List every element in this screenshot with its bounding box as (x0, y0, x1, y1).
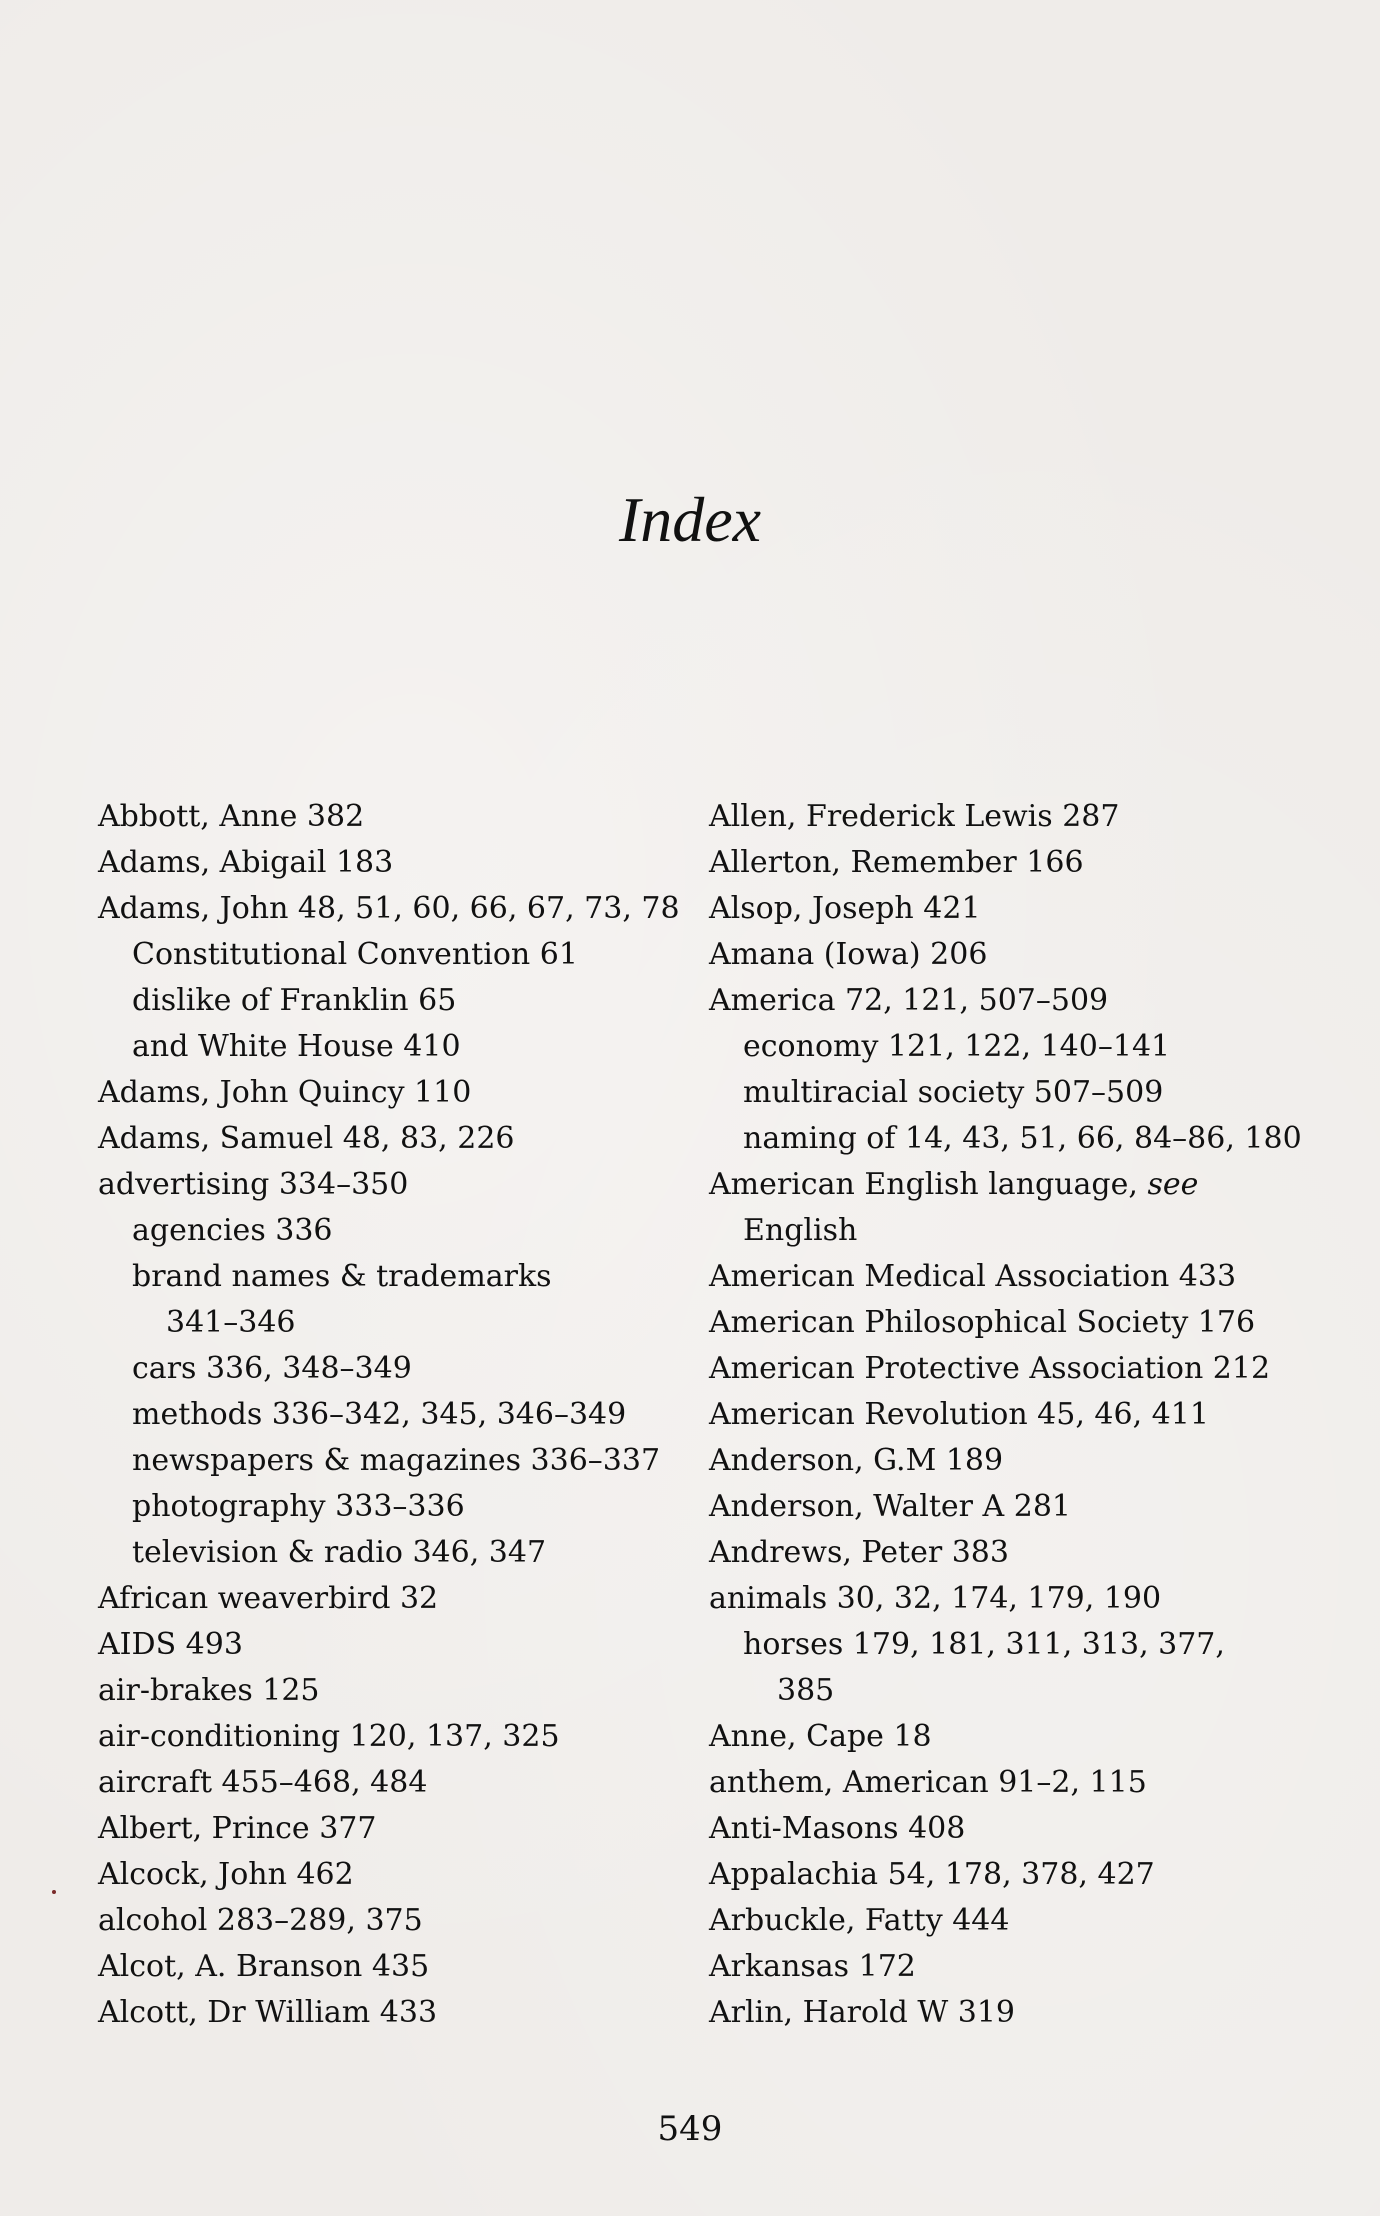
index-entry-text: economy 121, 122, 140–141 (743, 1029, 1171, 1064)
index-entry (709, 1898, 1329, 1944)
index-entry-text: English (743, 1213, 858, 1248)
index-entry (98, 1760, 718, 1806)
index-entry-text: alcohol 283–289, 375 (98, 1903, 423, 1938)
index-entry-text: Adams, John Quincy 110 (98, 1075, 472, 1110)
index-entry (709, 1346, 1329, 1392)
index-entry-text: Abbott, Anne 382 (98, 799, 365, 834)
index-subentry (98, 932, 718, 978)
index-entry (98, 1806, 718, 1852)
index-entry-text: and White House 410 (132, 1029, 461, 1064)
index-entry (709, 1806, 1329, 1852)
index-subentry (98, 1484, 718, 1530)
index-entry (98, 1116, 718, 1162)
index-subentry (98, 1438, 718, 1484)
index-entry-text: advertising 334–350 (98, 1167, 409, 1202)
index-subentry (709, 1024, 1329, 1070)
index-subentry (98, 1254, 718, 1300)
index-subentry (98, 1346, 718, 1392)
index-entry-text: aircraft 455–468, 484 (98, 1765, 428, 1800)
index-entry (709, 1484, 1329, 1530)
index-entry (709, 1852, 1329, 1898)
index-entry (709, 1300, 1329, 1346)
index-entry-text: naming of 14, 43, 51, 66, 84–86, 180 (743, 1121, 1302, 1156)
index-entry (98, 1852, 718, 1898)
index-subentry (98, 1208, 718, 1254)
index-entry-text: Adams, Abigail 183 (98, 845, 394, 880)
index-entry-text: Anti-Masons 408 (709, 1811, 966, 1846)
index-entry-text: anthem, American 91–2, 115 (709, 1765, 1147, 1800)
index-entry (98, 886, 718, 932)
index-entry-text: animals 30, 32, 174, 179, 190 (709, 1581, 1162, 1616)
index-entry-text: Adams, Samuel 48, 83, 226 (98, 1121, 515, 1156)
index-entry-text: American Medical Association 433 (709, 1259, 1237, 1294)
index-entry-text: Arlin, Harold W 319 (709, 1995, 1016, 2030)
index-entry (709, 932, 1329, 978)
index-entry-text: agencies 336 (132, 1213, 333, 1248)
index-entry (709, 1254, 1329, 1300)
index-entry-text: African weaverbird 32 (98, 1581, 439, 1616)
index-entry-text: cars 336, 348–349 (132, 1351, 412, 1386)
page-number: 549 (657, 2109, 723, 2149)
index-entry-text: Andrews, Peter 383 (709, 1535, 1009, 1570)
index-entry-text: American Revolution 45, 46, 411 (709, 1397, 1209, 1432)
see-reference: see (1147, 1167, 1199, 1202)
index-entry-text: Constitutional Convention 61 (132, 937, 578, 972)
index-entry (709, 794, 1329, 840)
index-entry (709, 978, 1329, 1024)
index-entry-text: Amana (Iowa) 206 (709, 937, 988, 972)
index-entry-text: Alcott, Dr William 433 (98, 1995, 438, 2030)
index-subentry (98, 1530, 718, 1576)
index-entry-text: methods 336–342, 345, 346–349 (132, 1397, 627, 1432)
index-entry-text: 385 (777, 1673, 835, 1708)
index-entry-text: Anne, Cape 18 (709, 1719, 932, 1754)
index-subentry (98, 1300, 718, 1346)
index-subentry (98, 1024, 718, 1070)
index-entry (709, 1392, 1329, 1438)
index-entry-text: Anderson, Walter A 281 (709, 1489, 1071, 1524)
index-entry-text: air-brakes 125 (98, 1673, 320, 1708)
index-entry-text: America 72, 121, 507–509 (709, 983, 1109, 1018)
index-entry-text: 341–346 (166, 1305, 296, 1340)
index-entry-text: Arkansas 172 (709, 1949, 916, 1984)
index-entry (709, 1944, 1329, 1990)
index-subentry (709, 1208, 1329, 1254)
index-entry (98, 840, 718, 886)
index-subentry (709, 1622, 1329, 1668)
index-entry (98, 1668, 718, 1714)
index-entry-text: Adams, John 48, 51, 60, 66, 67, 73, 78 (98, 891, 680, 926)
index-entry-text: multiracial society 507–509 (743, 1075, 1164, 1110)
index-subentry (98, 1392, 718, 1438)
index-entry-text: Alcot, A. Branson 435 (98, 1949, 430, 1984)
page-title: Index (618, 484, 762, 555)
index-column-left (98, 794, 718, 2036)
index-entry-text: American Protective Association 212 (709, 1351, 1271, 1386)
index-entry-text: horses 179, 181, 311, 313, 377, (743, 1627, 1225, 1662)
index-entry-text: television & radio 346, 347 (132, 1535, 547, 1570)
index-entry-text: brand names & trademarks (132, 1259, 552, 1294)
index-entry-text: Allen, Frederick Lewis 287 (709, 799, 1120, 834)
index-entry (98, 1990, 718, 2036)
index-entry (98, 1714, 718, 1760)
index-entry-text: air-conditioning 120, 137, 325 (98, 1719, 560, 1754)
index-entry-text: Appalachia 54, 178, 378, 427 (709, 1857, 1155, 1892)
index-entry-text: AIDS 493 (98, 1627, 243, 1662)
index-entry (709, 886, 1329, 932)
index-subentry (709, 1668, 1329, 1714)
index-column-right (709, 794, 1329, 2036)
index-subentry (709, 1116, 1329, 1162)
index-entry (98, 1576, 718, 1622)
index-entry (709, 1438, 1329, 1484)
index-entry (709, 1760, 1329, 1806)
index-entry (98, 794, 718, 840)
index-entry (709, 1714, 1329, 1760)
index-entry (98, 1070, 718, 1116)
index-entry-text: newspapers & magazines 336–337 (132, 1443, 661, 1478)
index-entry (98, 1622, 718, 1668)
ink-speck (52, 1890, 56, 1894)
index-entry (709, 1530, 1329, 1576)
index-entry-text: photography 333–336 (132, 1489, 465, 1524)
index-entry (98, 1162, 718, 1208)
index-subentry (98, 978, 718, 1024)
index-entry (98, 1898, 718, 1944)
index-entry-text: American English language, (709, 1167, 1138, 1202)
index-entry (709, 1576, 1329, 1622)
index-entry-text: Allerton, Remember 166 (709, 845, 1084, 880)
index-entry-text: American Philosophical Society 176 (709, 1305, 1256, 1340)
index-entry-text: Alsop, Joseph 421 (709, 891, 981, 926)
index-subentry (709, 1070, 1329, 1116)
index-entry-text: Albert, Prince 377 (98, 1811, 377, 1846)
index-entry (709, 1162, 1329, 1208)
index-entry (709, 840, 1329, 886)
index-entry-text: dislike of Franklin 65 (132, 983, 457, 1018)
index-entry-text: Arbuckle, Fatty 444 (709, 1903, 1010, 1938)
index-entry (98, 1944, 718, 1990)
index-entry-text: Anderson, G.M 189 (709, 1443, 1004, 1478)
index-entry-text: Alcock, John 462 (98, 1857, 354, 1892)
index-entry (709, 1990, 1329, 2036)
